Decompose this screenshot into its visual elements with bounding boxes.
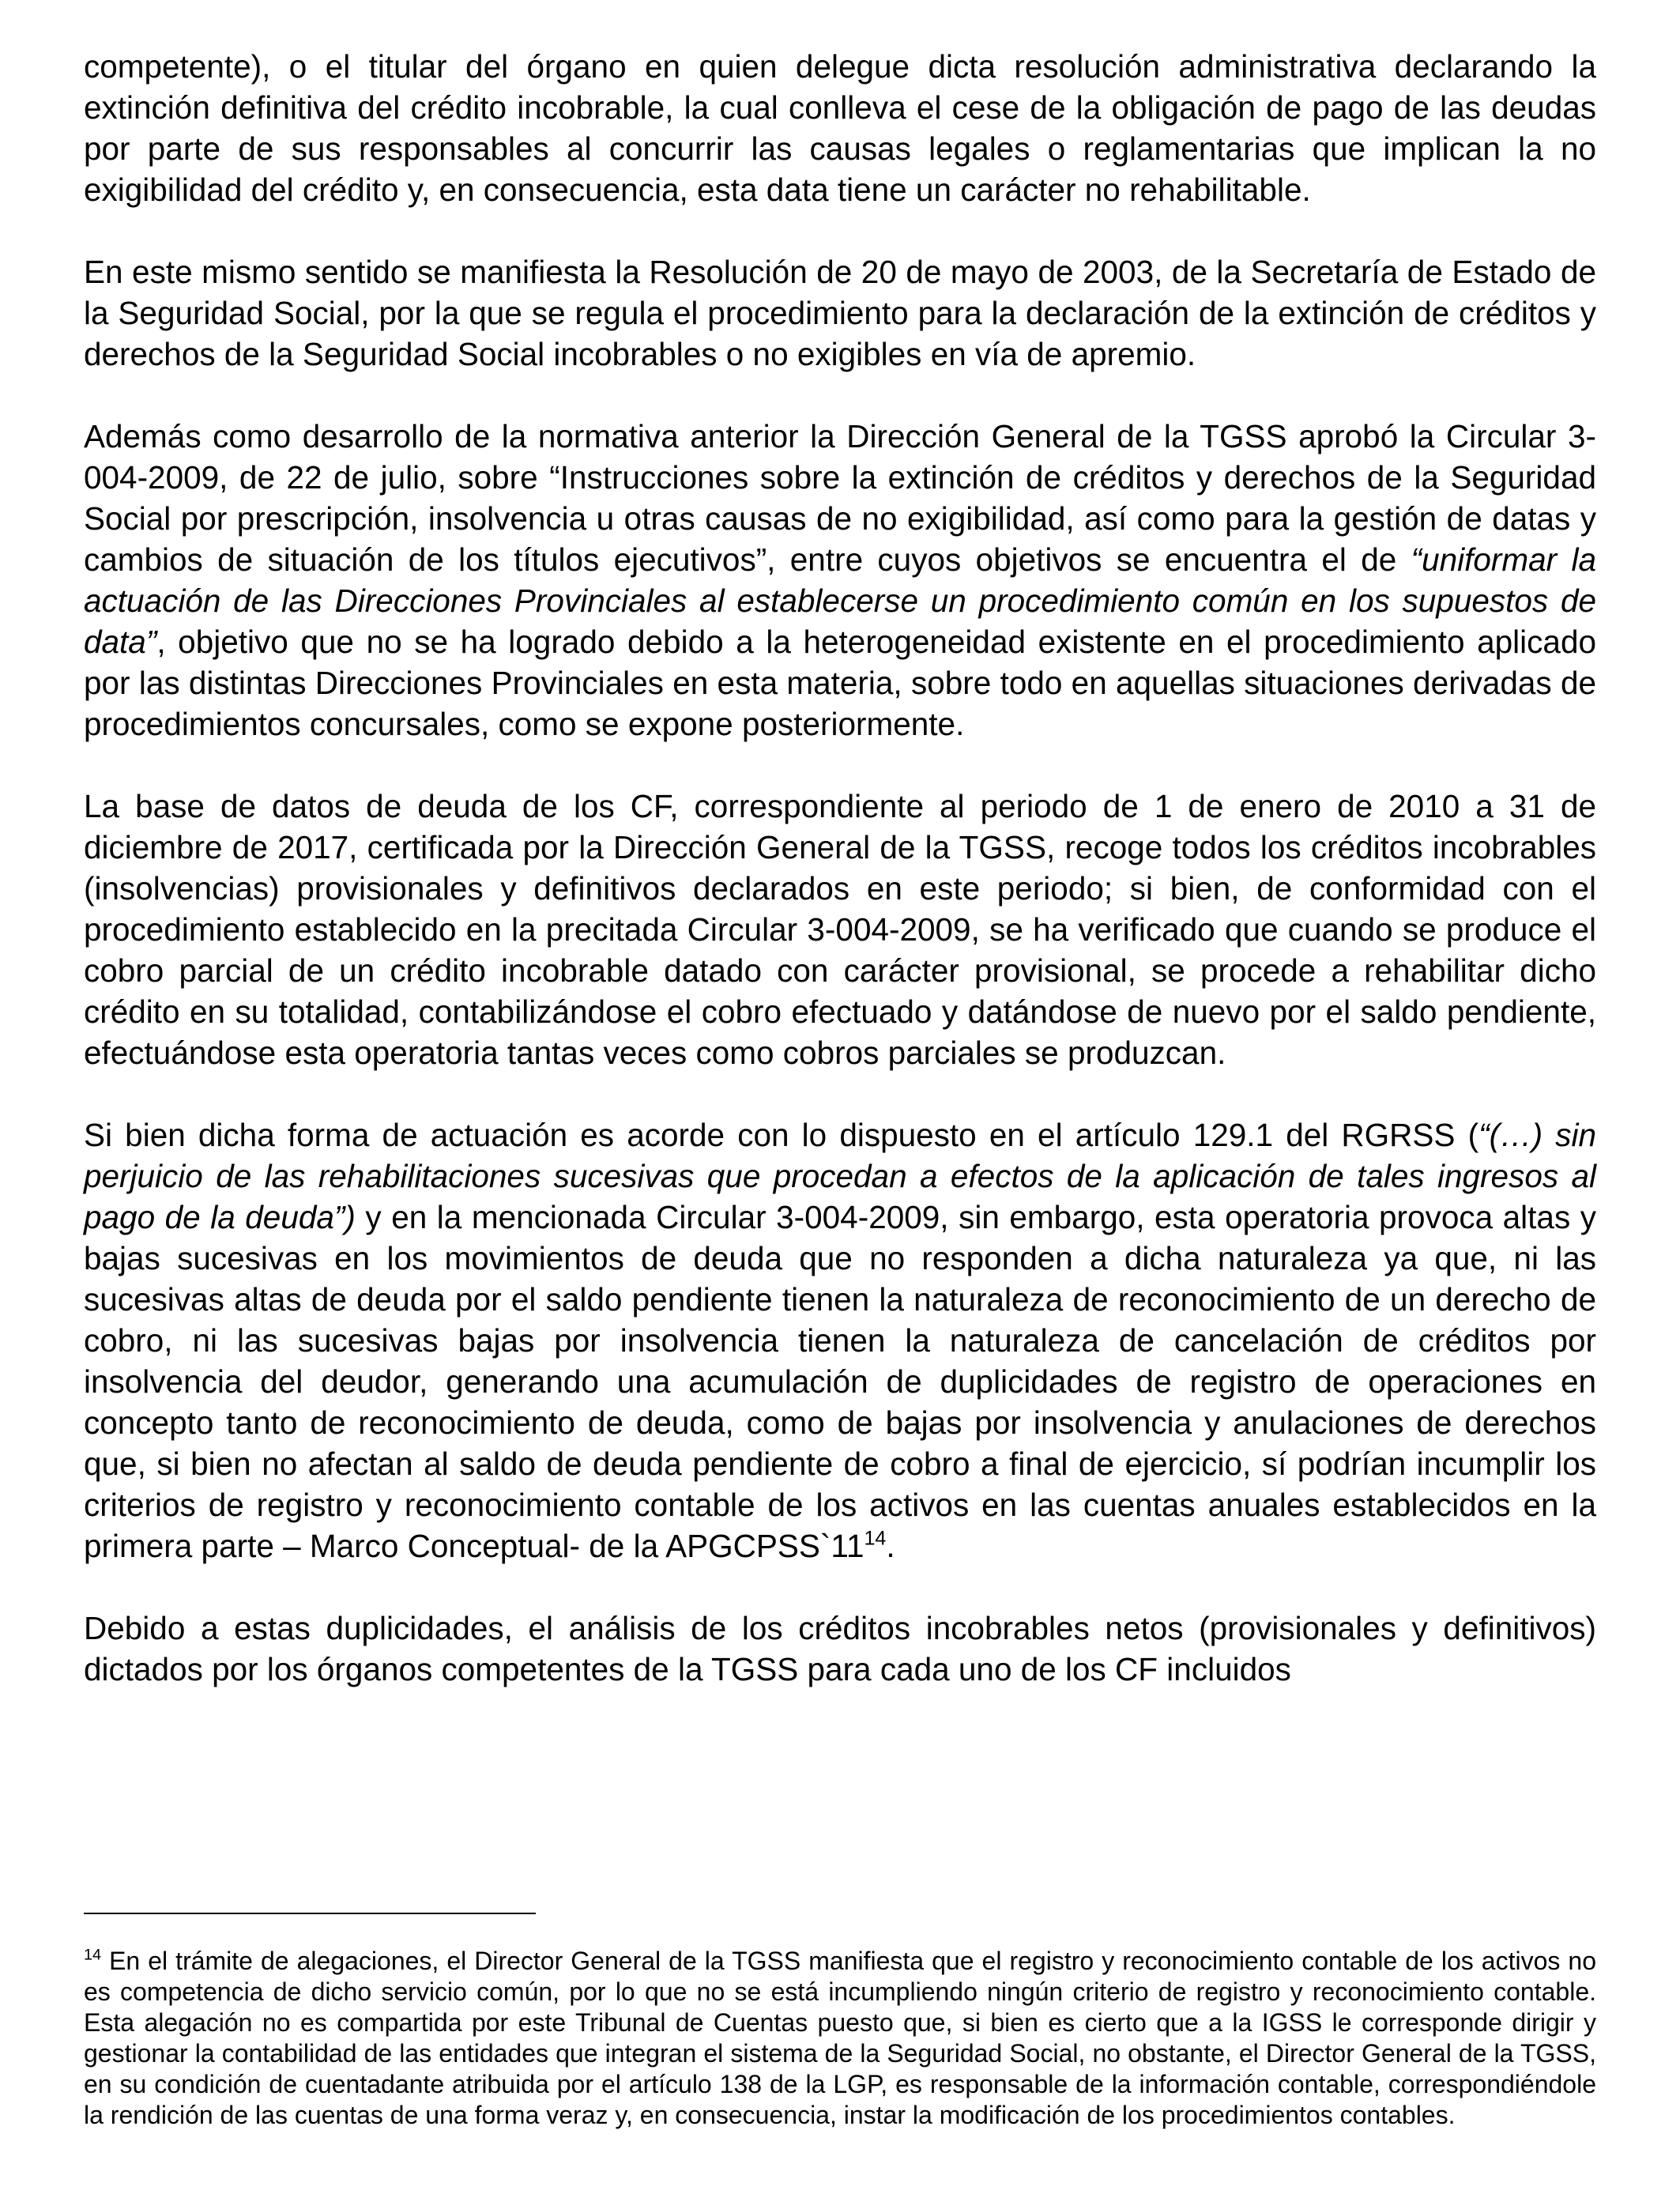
paragraph-6 <box>84 1608 1596 1690</box>
text-run: La base de datos de deuda de los CF, correspondiente al periodo de 1 de enero de 2010 a 31 de diciembre de 2017, certificada por la Dirección General de la TGSS, recoge todos los créditos incobrables (insolvencias) provisionales y definitivos declarados en este periodo; si bien, de conformidad con el procedimiento establecido en la precitada Circular 3-004-2009, se ha verificado que cuando se produce el cobro parcial de un crédito incobrable datado con carácter provisional, se procede a rehabilitar dicho crédito en su totalidad, contabilizándose el cobro efectuado y datándose de nuevo por el saldo pendiente, efectuándose esta operatoria tantas veces como cobros parciales se produzcan. <box>84 788 1596 1071</box>
text-run: En este mismo sentido se manifiesta la Resolución de 20 de mayo de 2003, de la Secretaría de Estado de la Seguridad Social, por la que se regula el procedimiento para la declaración de la extinción de créditos y derechos de la Seguridad Social incobrables o no exigibles en vía de apremio. <box>84 254 1596 372</box>
paragraph-1 <box>84 46 1596 210</box>
footnote-reference: 14 <box>864 1527 887 1550</box>
paragraph-3 <box>84 416 1596 745</box>
paragraph-4 <box>84 786 1596 1073</box>
footnote-separator <box>84 1913 536 1914</box>
paragraph-5 <box>84 1114 1596 1566</box>
text-run: Debido a estas duplicidades, el análisis de los créditos incobrables netos (provisionales y definitivos) dictados por los órganos competentes de la TGSS para cada uno de los CF incluidos <box>84 1610 1596 1687</box>
text-run: Además como desarrollo de la normativa anterior la Dirección General de la TGSS aprobó la Circular 3-004-2009, de 22 de julio, sobre “Instrucciones sobre la extinción de créditos y derechos de la Seguridad Social por prescripción, insolvencia u otras causas de no exigibilidad, así como para la gestión de datas y cambios de situación de los títulos ejecutivos”, entre cuyos objetivos se encuentra el de <box>84 418 1596 578</box>
footnote-text: En el trámite de alegaciones, el Director General de la TGSS manifiesta que el registro y reconocimiento contable de los activos no es competencia de dicho servicio común, por lo que no se está incumpliendo ningún criterio de registro y reconocimiento contable. Esta alegación no es compartida por este Tribunal de Cuentas puesto que, si bien es cierto que a la IGSS le corresponde dirigir y gestionar la contabilidad de las entidades que integran el sistema de la Seguridad Social, no obstante, el Director General de la TGSS, en su condición de cuentadante atribuida por el artículo 138 de la LGP, es responsable de la información contable, correspondiéndole la rendición de las cuentas de una forma veraz y, en consecuencia, instar la modificación de los procedimientos contables. <box>84 1947 1596 2129</box>
text-run: competente), o el titular del órgano en quien delegue dicta resolución administrativa declarando la extinción definitiva del crédito incobrable, la cual conlleva el cese de la obligación de pago de las deudas por parte de sus responsables al concurrir las causas legales o reglamentarias que implican la no exigibilidad del crédito y, en consecuencia, esta data tiene un carácter no rehabilitable. <box>84 48 1596 208</box>
quoted-italic-text: “uniformar la actuación de las Direcciones Provinciales al establecerse un procedimiento común en los supuestos de data” <box>84 541 1596 660</box>
text-run: . <box>886 1528 895 1564</box>
quoted-italic-text: “(…) sin perjuicio de las rehabilitaciones sucesivas que procedan a efectos de la aplicación de tales ingresos al pago de la deuda”) <box>84 1117 1596 1235</box>
footnote-14 <box>84 1946 1596 2131</box>
text-run: Si bien dicha forma de actuación es acorde con lo dispuesto en el artículo 129.1 del RGRSS ( <box>84 1117 1479 1153</box>
body-text <box>84 46 1596 1690</box>
footnote-number: 14 <box>84 1946 102 1964</box>
text-run: , objetivo que no se ha logrado debido a la heterogeneidad existente en el procedimiento aplicado por las distintas Direcciones Provinciales en esta materia, sobre todo en aquellas situaciones derivadas de procedimientos concursales, como se expone posteriormente. <box>84 624 1596 742</box>
text-run: y en la mencionada Circular 3-004-2009, sin embargo, esta operatoria provoca altas y bajas sucesivas en los movimientos de deuda que no responden a dicha naturaleza ya que, ni las sucesivas altas de deuda por el saldo pendiente tienen la naturaleza de reconocimiento de un derecho de cobro, ni las sucesivas bajas por insolvencia tienen la naturaleza de cancelación de créditos por insolvencia del deudor, generando una acumulación de duplicidades de registro de operaciones en concepto tanto de reconocimiento de deuda, como de bajas por insolvencia y anulaciones de derechos que, si bien no afectan al saldo de deuda pendiente de cobro a final de ejercicio, sí podrían incumplir los criterios de registro y reconocimiento contable de los activos en las cuentas anuales establecidos en la primera parte – Marco Conceptual- de la APGCPSS`11 <box>84 1199 1596 1564</box>
paragraph-2 <box>84 251 1596 375</box>
